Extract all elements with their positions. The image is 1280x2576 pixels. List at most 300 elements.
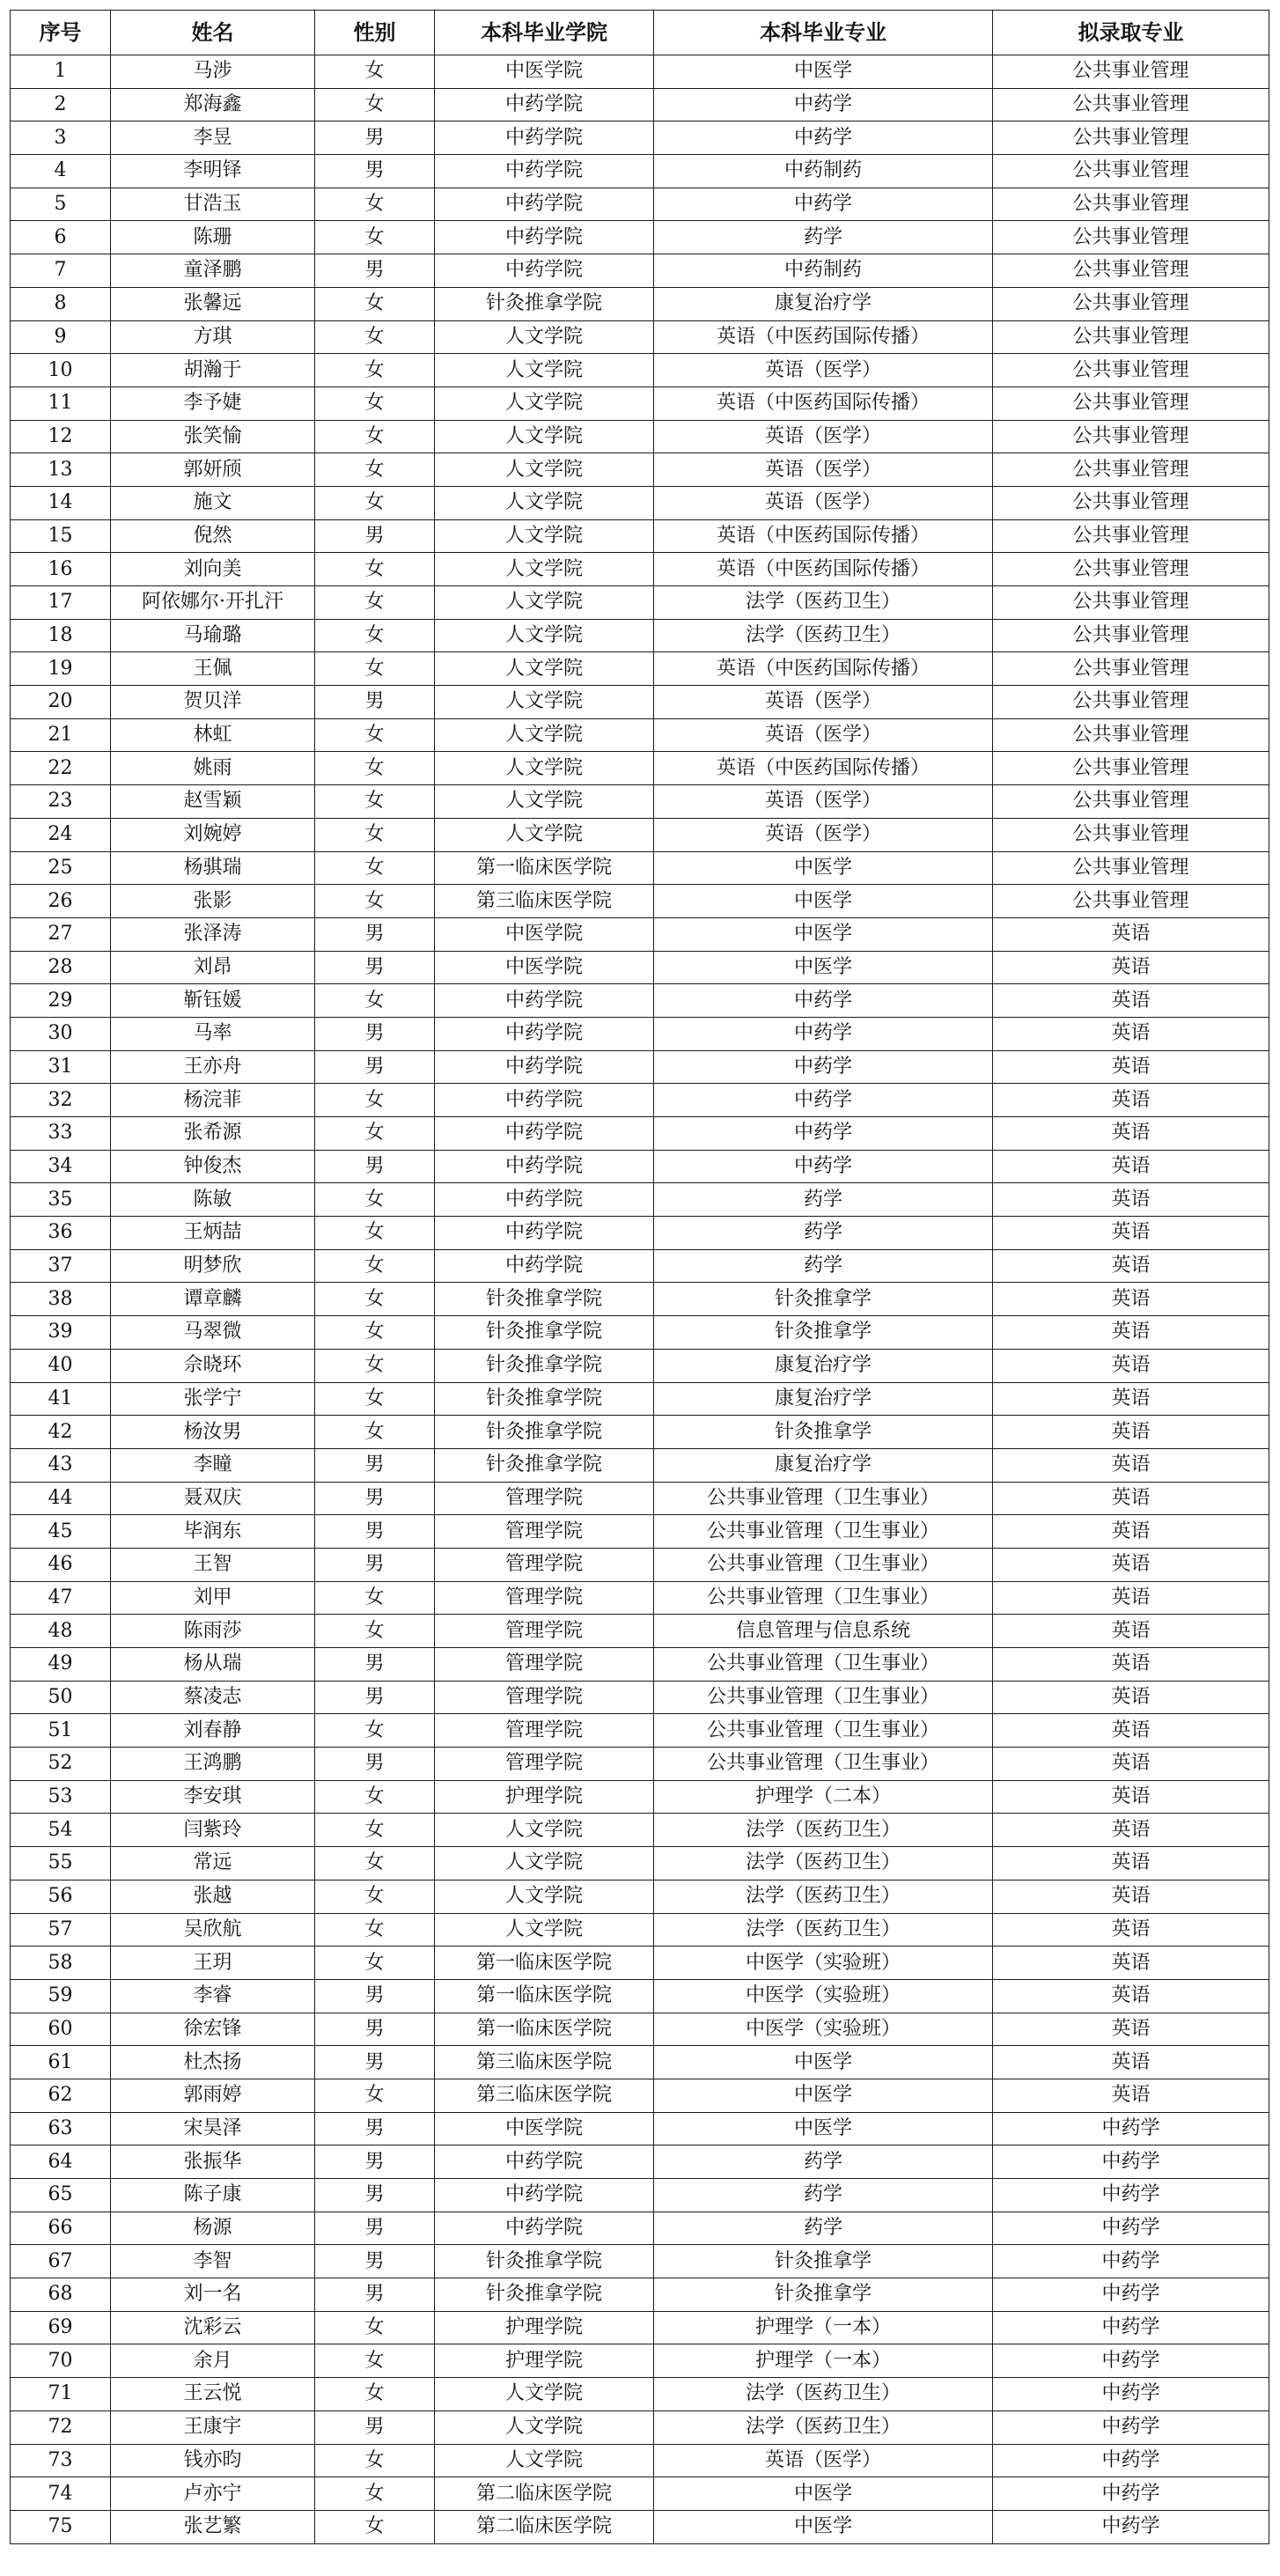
cell-index: 34 [11,1150,111,1183]
cell-college: 人文学院 [435,553,654,586]
cell-college: 管理学院 [435,1681,654,1714]
table-row [11,652,1269,686]
header-college: 本科毕业学院 [435,11,654,55]
table-row [11,1084,1269,1117]
cell-major: 法学（医药卫生） [654,1847,993,1880]
table-row [11,1780,1269,1814]
cell-name: 张笑愉 [111,420,315,453]
cell-index: 35 [11,1183,111,1217]
cell-major: 英语（医学） [654,785,993,819]
cell-admitted-major: 公共事业管理 [993,652,1269,686]
cell-admitted-major: 中药学 [993,2344,1269,2378]
cell-index: 17 [11,586,111,620]
cell-major: 中医学 [654,2046,993,2079]
table-row [11,752,1269,785]
table-row [11,1947,1269,1980]
cell-major: 中药学 [654,1117,993,1151]
cell-index: 69 [11,2311,111,2344]
cell-gender: 男 [315,1748,435,1781]
cell-index: 44 [11,1482,111,1515]
table-row [11,1150,1269,1183]
cell-major: 康复治疗学 [654,287,993,320]
cell-index: 74 [11,2477,111,2511]
cell-gender: 男 [315,2278,435,2312]
cell-major: 护理学（二本） [654,1780,993,1814]
cell-major: 英语（医学） [654,354,993,387]
cell-major: 中医学（实验班） [654,1979,993,2013]
cell-gender: 女 [315,188,435,221]
cell-index: 42 [11,1416,111,1449]
cell-college: 人文学院 [435,1814,654,1847]
cell-name: 余月 [111,2344,315,2378]
cell-name: 陈雨莎 [111,1615,315,1648]
cell-gender: 男 [315,951,435,984]
cell-admitted-major: 公共事业管理 [993,188,1269,221]
cell-gender: 女 [315,752,435,785]
cell-college: 人文学院 [435,752,654,785]
cell-major: 中医学 [654,55,993,89]
cell-index: 3 [11,121,111,155]
cell-college: 管理学院 [435,1548,654,1581]
cell-college: 中药学院 [435,1217,654,1250]
cell-major: 药学 [654,2179,993,2212]
table-row [11,2212,1269,2245]
cell-gender: 男 [315,2179,435,2212]
cell-major: 法学（医药卫生） [654,586,993,620]
cell-admitted-major: 英语 [993,1217,1269,1250]
cell-college: 针灸推拿学院 [435,2278,654,2312]
cell-college: 人文学院 [435,320,654,354]
cell-major: 中药学 [654,984,993,1018]
table-row [11,1913,1269,1947]
cell-admitted-major: 英语 [993,1648,1269,1682]
cell-index: 36 [11,1217,111,1250]
cell-admitted-major: 英语 [993,1482,1269,1515]
cell-name: 甘浩玉 [111,188,315,221]
table-row [11,287,1269,320]
table-row [11,2145,1269,2179]
cell-name: 聂双庆 [111,1482,315,1515]
cell-admitted-major: 英语 [993,1249,1269,1283]
cell-admitted-major: 公共事业管理 [993,553,1269,586]
cell-major: 公共事业管理（卫生事业） [654,1515,993,1549]
cell-major: 英语（医学） [654,718,993,752]
cell-college: 人文学院 [435,1880,654,1913]
cell-name: 徐宏锋 [111,2013,315,2046]
header-admitted-major: 拟录取专业 [993,11,1269,55]
cell-name: 赵雪颖 [111,785,315,819]
cell-index: 45 [11,1515,111,1549]
cell-gender: 女 [315,1416,435,1449]
cell-major: 护理学（一本） [654,2311,993,2344]
table-row [11,1979,1269,2013]
cell-major: 针灸推拿学 [654,2245,993,2278]
table-row [11,1581,1269,1615]
cell-name: 闫紫玲 [111,1814,315,1847]
table-row [11,2344,1269,2378]
cell-admitted-major: 公共事业管理 [993,254,1269,288]
cell-gender: 女 [315,851,435,885]
cell-college: 第三临床医学院 [435,885,654,918]
cell-index: 29 [11,984,111,1018]
cell-index: 38 [11,1283,111,1316]
table-row [11,2079,1269,2112]
cell-gender: 男 [315,2212,435,2245]
cell-major: 针灸推拿学 [654,1316,993,1350]
cell-name: 刘婉婷 [111,818,315,851]
cell-college: 管理学院 [435,1482,654,1515]
cell-gender: 女 [315,652,435,686]
cell-gender: 女 [315,1084,435,1117]
cell-college: 护理学院 [435,2311,654,2344]
cell-name: 张馨远 [111,287,315,320]
cell-gender: 女 [315,1814,435,1847]
cell-gender: 女 [315,984,435,1018]
cell-index: 13 [11,453,111,487]
table-row [11,1349,1269,1382]
cell-index: 57 [11,1913,111,1947]
cell-gender: 女 [315,354,435,387]
cell-major: 中医学（实验班） [654,1947,993,1980]
cell-admitted-major: 公共事业管理 [993,752,1269,785]
cell-index: 50 [11,1681,111,1714]
cell-admitted-major: 英语 [993,1150,1269,1183]
cell-index: 33 [11,1117,111,1151]
cell-admitted-major: 公共事业管理 [993,619,1269,652]
cell-index: 26 [11,885,111,918]
cell-gender: 女 [315,718,435,752]
cell-name: 李昱 [111,121,315,155]
table-row [11,320,1269,354]
cell-index: 30 [11,1017,111,1050]
cell-index: 6 [11,221,111,254]
cell-major: 中医学 [654,851,993,885]
cell-major: 英语（中医药国际传播） [654,386,993,420]
cell-name: 沈彩云 [111,2311,315,2344]
cell-admitted-major: 英语 [993,1416,1269,1449]
cell-major: 中药学 [654,1150,993,1183]
cell-name: 贺贝洋 [111,686,315,719]
cell-gender: 男 [315,121,435,155]
cell-major: 中药学 [654,1050,993,1084]
table-row [11,2510,1269,2543]
table-row [11,1283,1269,1316]
cell-major: 针灸推拿学 [654,1283,993,1316]
cell-name: 施文 [111,486,315,519]
cell-name: 刘一名 [111,2278,315,2312]
cell-name: 王玥 [111,1947,315,1980]
cell-index: 2 [11,88,111,121]
cell-gender: 女 [315,453,435,487]
cell-name: 张学宁 [111,1382,315,1416]
table-row [11,2378,1269,2411]
cell-index: 7 [11,254,111,288]
cell-college: 人文学院 [435,386,654,420]
cell-admitted-major: 英语 [993,1382,1269,1416]
cell-college: 中医学院 [435,917,654,951]
cell-gender: 女 [315,287,435,320]
cell-major: 英语（中医药国际传播） [654,652,993,686]
cell-college: 人文学院 [435,718,654,752]
cell-gender: 女 [315,1947,435,1980]
table-row [11,453,1269,487]
cell-gender: 女 [315,785,435,819]
cell-admitted-major: 公共事业管理 [993,686,1269,719]
table-row [11,2245,1269,2278]
cell-index: 52 [11,1748,111,1781]
cell-gender: 男 [315,1515,435,1549]
table-row [11,155,1269,188]
cell-college: 人文学院 [435,420,654,453]
cell-index: 16 [11,553,111,586]
table-row [11,686,1269,719]
cell-admitted-major: 英语 [993,2079,1269,2112]
cell-name: 李瞳 [111,1448,315,1482]
cell-major: 中医学 [654,2079,993,2112]
cell-name: 杨从瑞 [111,1648,315,1682]
cell-admitted-major: 中药学 [993,2378,1269,2411]
cell-major: 中药学 [654,121,993,155]
table-row [11,1249,1269,1283]
cell-college: 中医学院 [435,951,654,984]
header-gender: 性别 [315,11,435,55]
cell-major: 法学（医药卫生） [654,1913,993,1947]
cell-admitted-major: 英语 [993,2046,1269,2079]
cell-major: 中医学 [654,885,993,918]
cell-college: 护理学院 [435,2344,654,2378]
cell-gender: 女 [315,1283,435,1316]
cell-index: 65 [11,2179,111,2212]
cell-name: 卢亦宁 [111,2477,315,2511]
cell-college: 中医学院 [435,2112,654,2145]
cell-major: 中医学 [654,2112,993,2145]
table-row [11,951,1269,984]
cell-index: 46 [11,1548,111,1581]
cell-major: 英语（医学） [654,2444,993,2477]
cell-gender: 男 [315,519,435,553]
table-row [11,1615,1269,1648]
cell-gender: 男 [315,1979,435,2013]
cell-major: 药学 [654,2212,993,2245]
cell-major: 药学 [654,1183,993,1217]
cell-index: 27 [11,917,111,951]
cell-index: 1 [11,55,111,89]
cell-admitted-major: 公共事业管理 [993,785,1269,819]
cell-major: 康复治疗学 [654,1349,993,1382]
cell-college: 人文学院 [435,652,654,686]
cell-college: 人文学院 [435,2444,654,2477]
table-row [11,718,1269,752]
table-row [11,818,1269,851]
cell-admitted-major: 公共事业管理 [993,818,1269,851]
cell-gender: 男 [315,2112,435,2145]
table-row [11,1448,1269,1482]
cell-name: 王云悦 [111,2378,315,2411]
cell-major: 英语（医学） [654,453,993,487]
table-row [11,1017,1269,1050]
cell-gender: 女 [315,2311,435,2344]
table-row [11,1515,1269,1549]
cell-admitted-major: 英语 [993,1913,1269,1947]
cell-college: 人文学院 [435,453,654,487]
cell-college: 人文学院 [435,354,654,387]
cell-name: 王康宇 [111,2410,315,2444]
cell-admitted-major: 中药学 [993,2179,1269,2212]
cell-college: 第一临床医学院 [435,1979,654,2013]
cell-gender: 女 [315,1183,435,1217]
cell-admitted-major: 英语 [993,1814,1269,1847]
cell-name: 李睿 [111,1979,315,2013]
cell-college: 中药学院 [435,221,654,254]
cell-major: 法学（医药卫生） [654,619,993,652]
cell-admitted-major: 英语 [993,1050,1269,1084]
cell-name: 张影 [111,885,315,918]
cell-name: 陈敏 [111,1183,315,1217]
cell-name: 蔡凌志 [111,1681,315,1714]
cell-name: 李安琪 [111,1780,315,1814]
cell-college: 第三临床医学院 [435,2046,654,2079]
cell-major: 法学（医药卫生） [654,2378,993,2411]
cell-admitted-major: 公共事业管理 [993,88,1269,121]
cell-college: 中药学院 [435,1017,654,1050]
cell-name: 杨源 [111,2212,315,2245]
cell-gender: 女 [315,1581,435,1615]
cell-gender: 男 [315,1648,435,1682]
cell-gender: 女 [315,1349,435,1382]
cell-gender: 女 [315,885,435,918]
header-name: 姓名 [111,11,315,55]
cell-index: 37 [11,1249,111,1283]
cell-name: 马瑜璐 [111,619,315,652]
cell-admitted-major: 公共事业管理 [993,885,1269,918]
cell-gender: 女 [315,2344,435,2378]
cell-college: 人文学院 [435,686,654,719]
cell-gender: 女 [315,2079,435,2112]
cell-index: 54 [11,1814,111,1847]
admission-list-table [10,10,1269,2544]
table-row [11,2112,1269,2145]
cell-gender: 女 [315,1913,435,1947]
cell-name: 佘晓环 [111,1349,315,1382]
table-row [11,88,1269,121]
cell-major: 公共事业管理（卫生事业） [654,1748,993,1781]
table-row [11,221,1269,254]
table-row [11,1814,1269,1847]
cell-name: 郭妍颀 [111,453,315,487]
cell-admitted-major: 公共事业管理 [993,55,1269,89]
table-row [11,1748,1269,1781]
table-row [11,486,1269,519]
cell-index: 59 [11,1979,111,2013]
cell-college: 中药学院 [435,1084,654,1117]
cell-major: 中药制药 [654,254,993,288]
cell-index: 14 [11,486,111,519]
cell-name: 胡瀚于 [111,354,315,387]
cell-gender: 女 [315,586,435,620]
header-major: 本科毕业专业 [654,11,993,55]
cell-name: 钱亦昀 [111,2444,315,2477]
cell-admitted-major: 英语 [993,1448,1269,1482]
cell-gender: 男 [315,1050,435,1084]
cell-name: 王智 [111,1548,315,1581]
cell-name: 杨骐瑞 [111,851,315,885]
cell-college: 中药学院 [435,2179,654,2212]
table-row [11,2311,1269,2344]
table-row [11,386,1269,420]
cell-admitted-major: 中药学 [993,2477,1269,2511]
cell-major: 英语（中医药国际传播） [654,320,993,354]
cell-index: 31 [11,1050,111,1084]
cell-major: 英语（中医药国际传播） [654,553,993,586]
cell-college: 中药学院 [435,1150,654,1183]
header-index: 序号 [11,11,111,55]
cell-gender: 男 [315,254,435,288]
table-row [11,1548,1269,1581]
table-row [11,1714,1269,1748]
cell-gender: 男 [315,2145,435,2179]
cell-name: 王佩 [111,652,315,686]
cell-gender: 女 [315,1316,435,1350]
cell-name: 谭章麟 [111,1283,315,1316]
cell-index: 21 [11,718,111,752]
cell-admitted-major: 中药学 [993,2112,1269,2145]
cell-college: 人文学院 [435,785,654,819]
cell-name: 郑海鑫 [111,88,315,121]
cell-gender: 女 [315,1714,435,1748]
cell-index: 9 [11,320,111,354]
cell-name: 杨浣菲 [111,1084,315,1117]
cell-admitted-major: 公共事业管理 [993,287,1269,320]
cell-admitted-major: 公共事业管理 [993,851,1269,885]
cell-admitted-major: 中药学 [993,2245,1269,2278]
cell-college: 针灸推拿学院 [435,1349,654,1382]
cell-college: 中药学院 [435,254,654,288]
cell-index: 75 [11,2510,111,2543]
cell-index: 18 [11,619,111,652]
cell-name: 王炳喆 [111,1217,315,1250]
cell-gender: 女 [315,1615,435,1648]
table-row [11,851,1269,885]
cell-gender: 女 [315,486,435,519]
table-row [11,2410,1269,2444]
cell-admitted-major: 公共事业管理 [993,320,1269,354]
cell-major: 中医学 [654,2510,993,2543]
cell-gender: 女 [315,55,435,89]
cell-college: 人文学院 [435,586,654,620]
cell-name: 毕润东 [111,1515,315,1549]
cell-gender: 女 [315,818,435,851]
cell-gender: 女 [315,2477,435,2511]
cell-name: 李明铎 [111,155,315,188]
cell-major: 康复治疗学 [654,1382,993,1416]
cell-admitted-major: 英语 [993,1979,1269,2013]
cell-major: 药学 [654,221,993,254]
cell-gender: 男 [315,2013,435,2046]
cell-major: 中医学 [654,917,993,951]
cell-index: 32 [11,1084,111,1117]
cell-admitted-major: 英语 [993,1880,1269,1913]
cell-index: 8 [11,287,111,320]
cell-major: 英语（中医药国际传播） [654,519,993,553]
cell-admitted-major: 英语 [993,984,1269,1018]
cell-admitted-major: 英语 [993,1515,1269,1549]
cell-admitted-major: 公共事业管理 [993,453,1269,487]
cell-name: 明梦欣 [111,1249,315,1283]
cell-index: 40 [11,1349,111,1382]
cell-index: 49 [11,1648,111,1682]
cell-name: 刘甲 [111,1581,315,1615]
cell-college: 第一临床医学院 [435,851,654,885]
